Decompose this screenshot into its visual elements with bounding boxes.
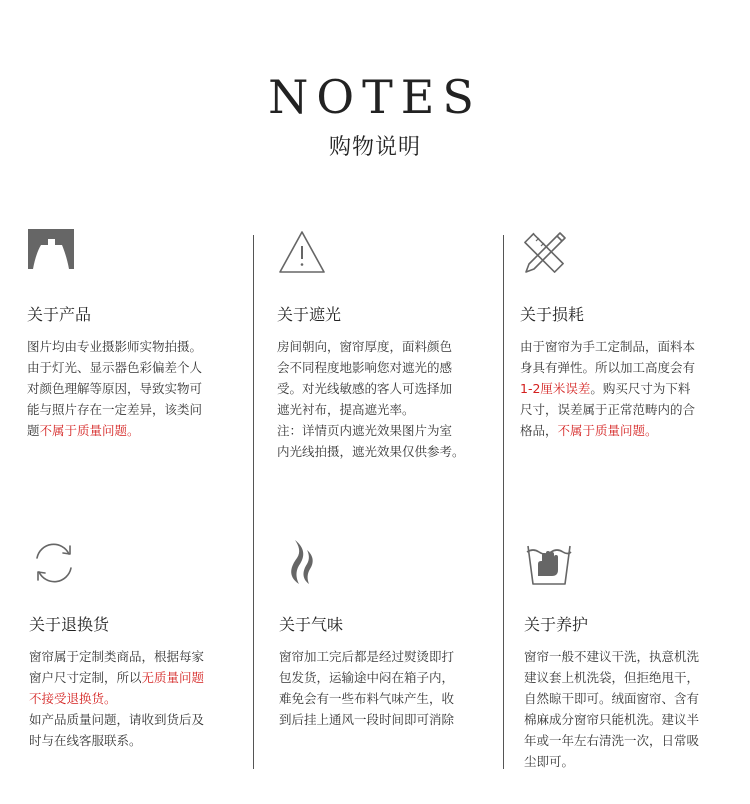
ruler-pencil-icon bbox=[520, 228, 570, 278]
section-heading: 关于退换货 bbox=[29, 615, 110, 634]
body-text: 窗帘加工完后都是经过熨烫即打 bbox=[279, 649, 455, 664]
highlight-text: 1-2厘米误差 bbox=[520, 381, 591, 396]
body-line bbox=[29, 730, 204, 751]
body-line bbox=[277, 378, 465, 399]
body-line bbox=[524, 646, 699, 667]
body-text: 建议套上机洗袋，但拒绝甩干， bbox=[524, 670, 700, 685]
body-line bbox=[524, 730, 699, 751]
section-body bbox=[277, 336, 465, 462]
body-text: 图片均由专业摄影师实物拍摄。 bbox=[27, 339, 203, 354]
body-text: 由于灯光、显示器色彩偏差个人 bbox=[27, 360, 203, 375]
body-text: 窗帘属于定制类商品，根据每家 bbox=[29, 649, 205, 664]
column-divider bbox=[253, 235, 254, 769]
body-text: 如产品质量问题，请收到货后及 bbox=[29, 712, 205, 727]
body-line bbox=[27, 336, 202, 357]
body-text: 难免会有一些布料气味产生，收 bbox=[279, 691, 455, 706]
body-line bbox=[277, 441, 465, 462]
section-heading: 关于损耗 bbox=[520, 305, 585, 324]
column-divider bbox=[503, 235, 504, 769]
body-text: 格品， bbox=[520, 423, 558, 438]
page-title: NOTES bbox=[268, 70, 482, 124]
body-text: 年或一年左右清洗一次，日常吸 bbox=[524, 733, 700, 748]
body-line bbox=[520, 378, 695, 399]
highlight-text: 不接受退换货。 bbox=[29, 691, 117, 706]
body-line bbox=[27, 357, 202, 378]
body-text: 对颜色理解等原因，导致实物可 bbox=[27, 381, 203, 396]
highlight-text: 不属于质量问题。 bbox=[39, 423, 140, 438]
body-line bbox=[29, 688, 204, 709]
body-line bbox=[279, 709, 454, 730]
body-line bbox=[279, 667, 454, 688]
body-line bbox=[27, 378, 202, 399]
body-text: 。购买尺寸为下料 bbox=[590, 381, 691, 396]
body-line bbox=[520, 357, 695, 378]
section-heading: 关于产品 bbox=[27, 305, 92, 324]
body-text: 身具有弹性。所以加工高度会有 bbox=[520, 360, 696, 375]
body-text: 房间朝向，窗帘厚度，面料颜色 bbox=[277, 339, 453, 354]
body-line bbox=[27, 399, 202, 420]
section-body bbox=[524, 646, 699, 772]
body-line bbox=[27, 420, 202, 441]
section-heading: 关于气味 bbox=[279, 615, 344, 634]
body-text: 到后挂上通风一段时间即可消除 bbox=[279, 712, 455, 727]
section-heading: 关于养护 bbox=[524, 615, 589, 634]
warning-triangle-icon bbox=[277, 228, 327, 278]
exchange-arrows-icon bbox=[29, 538, 79, 588]
section-body bbox=[520, 336, 695, 441]
body-line bbox=[520, 336, 695, 357]
body-line bbox=[277, 399, 465, 420]
body-text: 注：详情页内遮光效果图片为室 bbox=[277, 423, 453, 438]
body-line bbox=[29, 646, 204, 667]
body-line bbox=[277, 420, 465, 441]
body-line bbox=[279, 688, 454, 709]
body-text: 时与在线客服联系。 bbox=[29, 733, 142, 748]
body-text: 会不同程度地影响您对遮光的感 bbox=[277, 360, 453, 375]
section-heading: 关于遮光 bbox=[277, 305, 342, 324]
body-line bbox=[279, 646, 454, 667]
body-line bbox=[524, 709, 699, 730]
body-text: 棉麻成分窗帘只能机洗。建议半 bbox=[524, 712, 700, 727]
body-text: 内光线拍摄，遮光效果仅供参考。 bbox=[277, 444, 465, 459]
odor-wave-icon bbox=[279, 538, 329, 588]
body-text: 遮光衬布，提高遮光率。 bbox=[277, 402, 415, 417]
page-subtitle: 购物说明 bbox=[328, 135, 421, 160]
section-body bbox=[279, 646, 454, 730]
body-text: 由于窗帘为手工定制品，面料本 bbox=[520, 339, 696, 354]
hand-wash-icon bbox=[524, 538, 574, 588]
body-line bbox=[524, 667, 699, 688]
body-text: 自然晾干即可。绒面窗帘、含有 bbox=[524, 691, 700, 706]
body-text: 能与照片存在一定差异，该类问 bbox=[27, 402, 203, 417]
body-text: 包发货，运输途中闷在箱子内， bbox=[279, 670, 455, 685]
body-text: 尺寸，误差属于正常范畴内的合 bbox=[520, 402, 696, 417]
body-line bbox=[29, 709, 204, 730]
body-line bbox=[524, 688, 699, 709]
highlight-text: 不属于质量问题。 bbox=[557, 423, 658, 438]
curtain-icon bbox=[27, 228, 77, 278]
body-line bbox=[29, 667, 204, 688]
section-body bbox=[27, 336, 202, 441]
body-line bbox=[520, 420, 695, 441]
body-text: 窗户尺寸定制，所以 bbox=[29, 670, 142, 685]
body-text: 受。对光线敏感的客人可选择加 bbox=[277, 381, 453, 396]
body-text: 尘即可。 bbox=[524, 754, 575, 769]
body-text: 题 bbox=[27, 423, 40, 438]
body-text: 窗帘一般不建议干洗，执意机洗 bbox=[524, 649, 700, 664]
body-line bbox=[524, 751, 699, 772]
body-line bbox=[520, 399, 695, 420]
section-body bbox=[29, 646, 204, 751]
highlight-text: 无质量问题 bbox=[141, 670, 205, 685]
body-line bbox=[277, 357, 465, 378]
body-line bbox=[277, 336, 465, 357]
